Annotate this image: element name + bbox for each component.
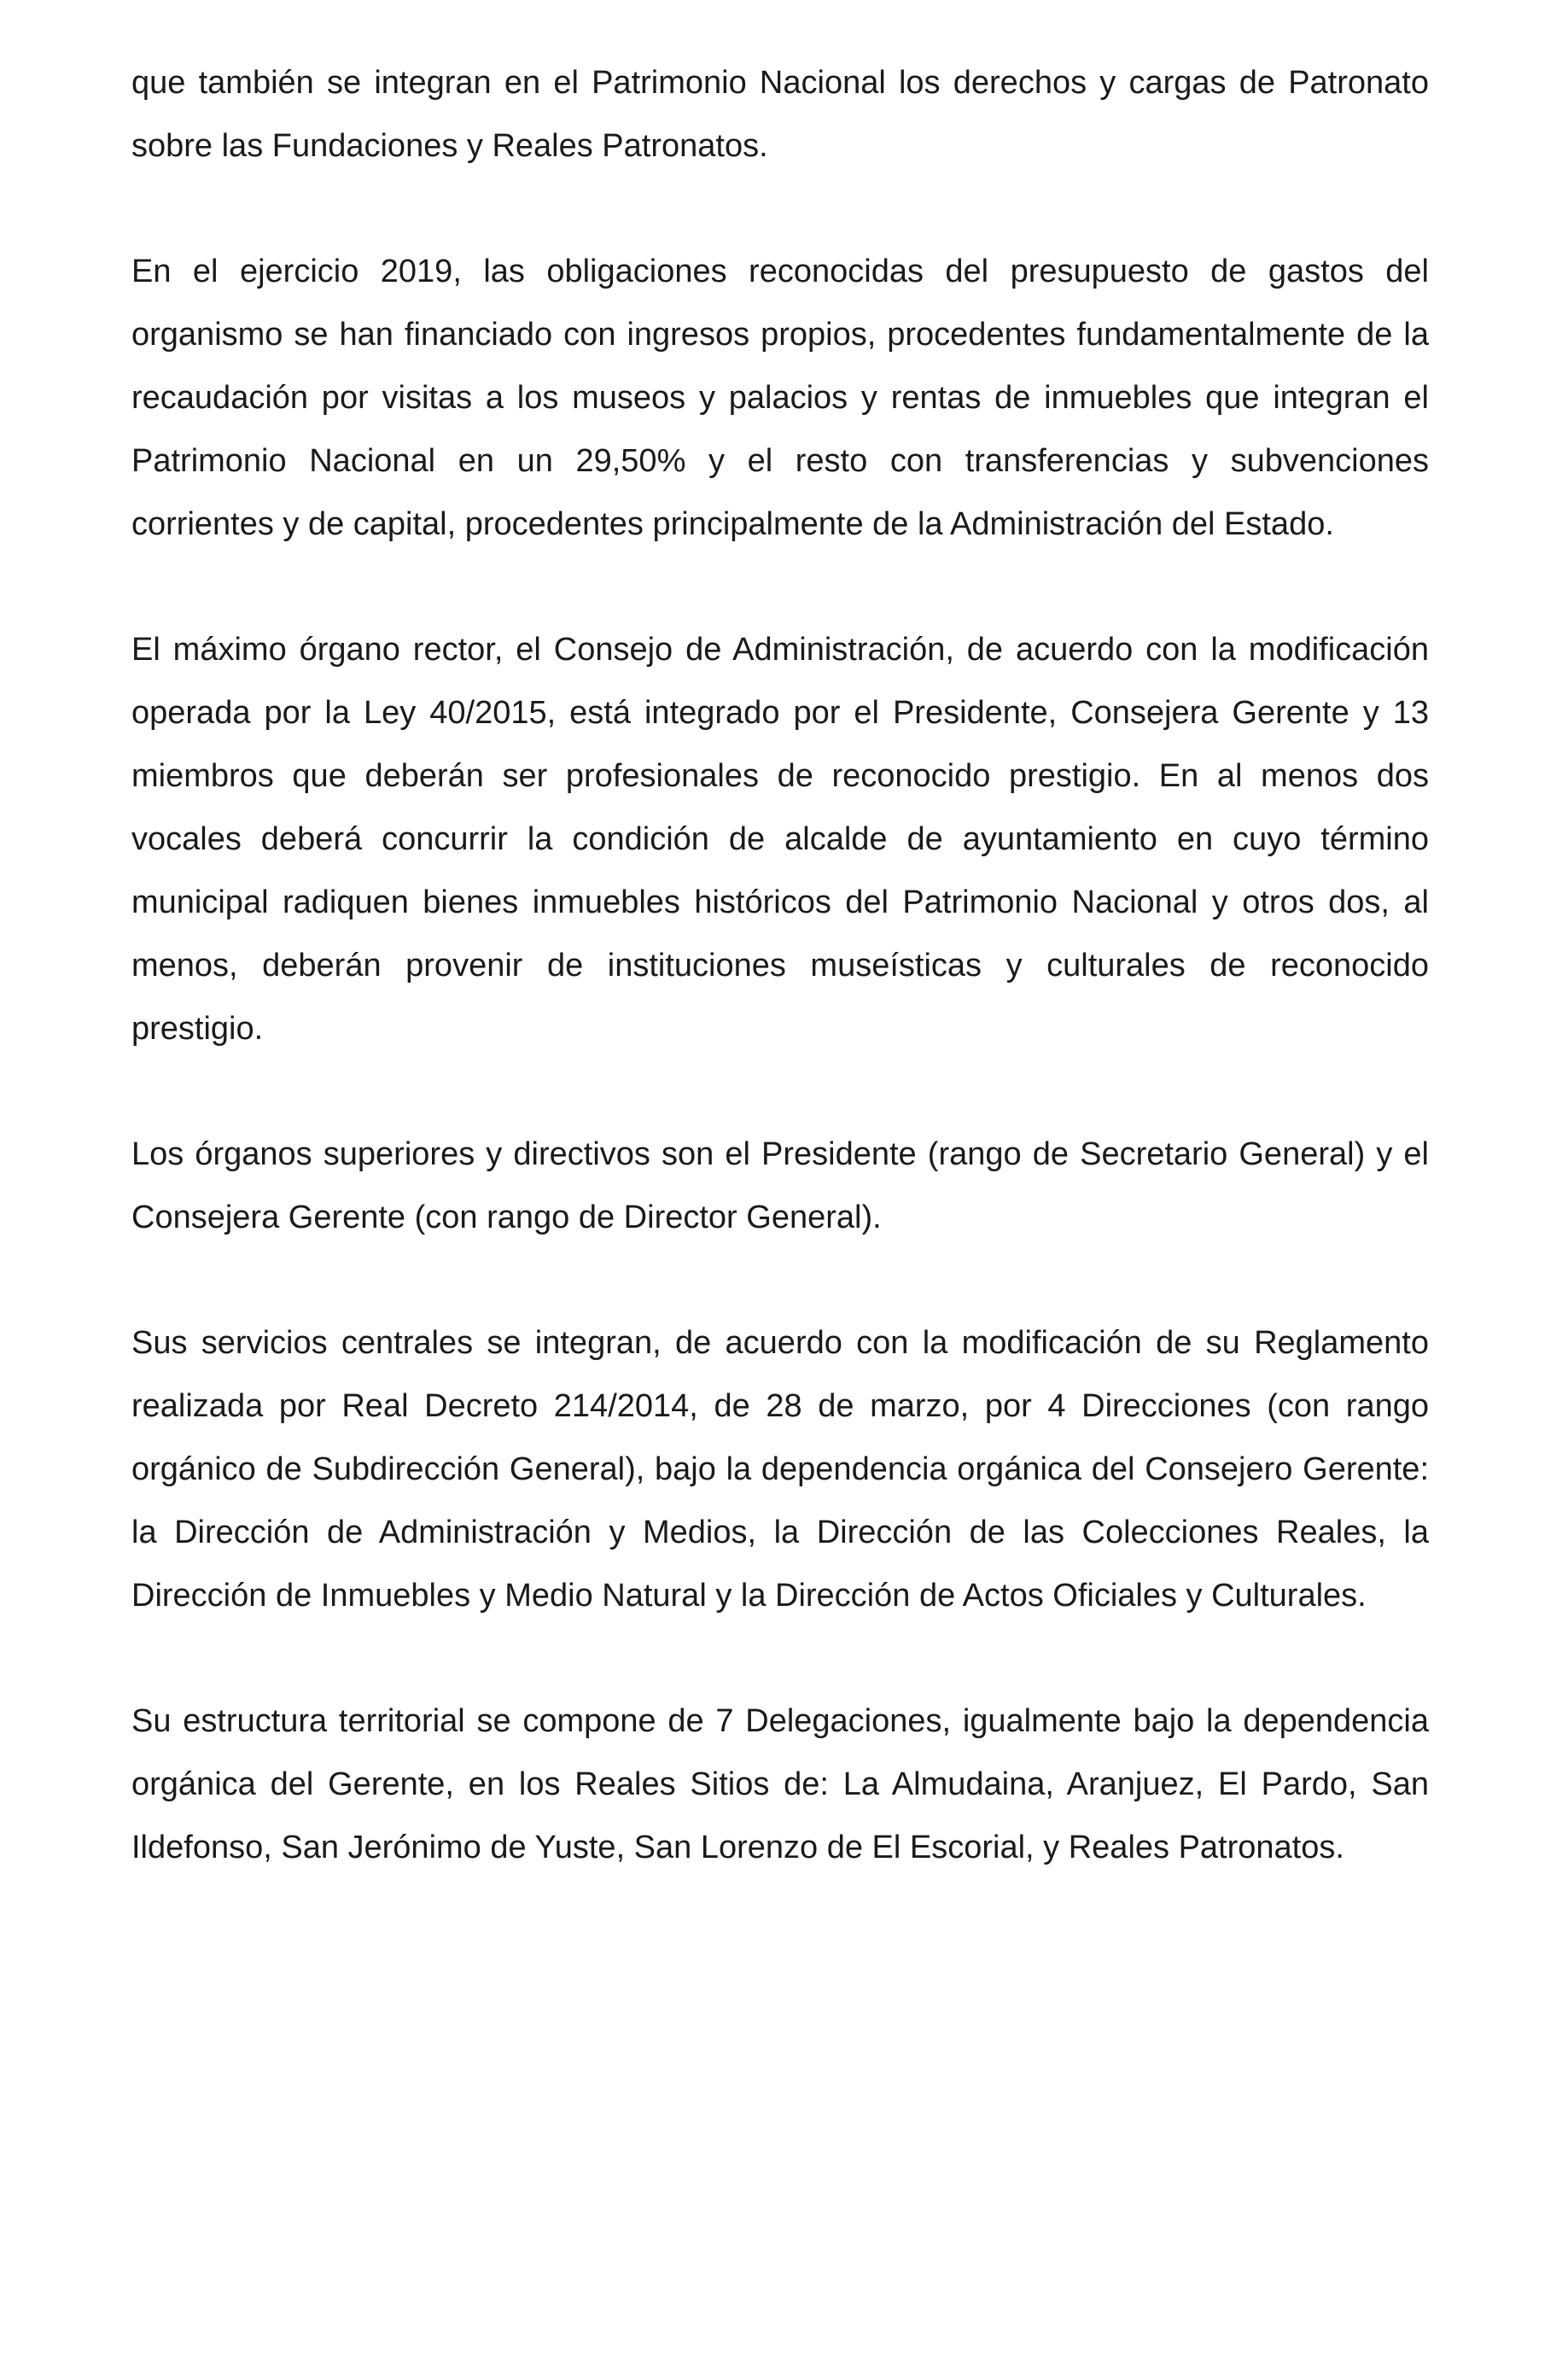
paragraph-servicios-centrales: Sus servicios centrales se integran, de acuerdo con la modificación de su Reglamento realizada por Real Decreto 214/2014, de 28 de marzo, por 4 Direcciones (con rango orgánico de Subdirección General), bajo la dependencia orgánica del Consejero Gerente: la Dirección de Administración y Medios, la Dirección de las Colecciones Reales, la Dirección de Inmuebles y Medio Natural y la Dirección de Actos Oficiales y Culturales. xyxy=(131,1325,1429,1614)
paragraph-patronato: que también se integran en el Patrimonio Nacional los derechos y cargas de Patronato sobre las Fundaciones y Reales Patronatos. xyxy=(131,65,1429,164)
document-body xyxy=(131,51,1429,1941)
paragraph-estructura-territorial: Su estructura territorial se compone de 7 Delegaciones, igualmente bajo la dependencia orgánica del Gerente, en los Reales Sitios de: La Almudaina, Aranjuez, El Pardo, San Ildefonso, San Jerónimo de Yuste, San Lorenzo de El Escorial, y Reales Patronatos. xyxy=(131,1703,1429,1865)
paragraph-financiacion: En el ejercicio 2019, las obligaciones reconocidas del presupuesto de gastos del organismo se han financiado con ingresos propios, procedentes fundamentalmente de la recaudación por visitas a los museos y palacios y rentas de inmuebles que integran el Patrimonio Nacional en un 29,50% y el resto con transferencias y subvenciones corrientes y de capital, procedentes principalmente de la Administración del Estado. xyxy=(131,254,1429,542)
paragraph-consejo-administracion: El máximo órgano rector, el Consejo de Administración, de acuerdo con la modificación operada por la Ley 40/2015, está integrado por el Presidente, Consejera Gerente y 13 miembros que deberán ser profesionales de reconocido prestigio. En al menos dos vocales deberá concurrir la condición de alcalde de ayuntamiento en cuyo término municipal radiquen bienes inmuebles históricos del Patrimonio Nacional y otros dos, al menos, deberán provenir de instituciones museísticas y culturales de reconocido prestigio. xyxy=(131,632,1429,1047)
paragraph-organos-superiores: Los órganos superiores y directivos son el Presidente (rango de Secretario General) y el Consejera Gerente (con rango de Director General). xyxy=(131,1136,1429,1235)
